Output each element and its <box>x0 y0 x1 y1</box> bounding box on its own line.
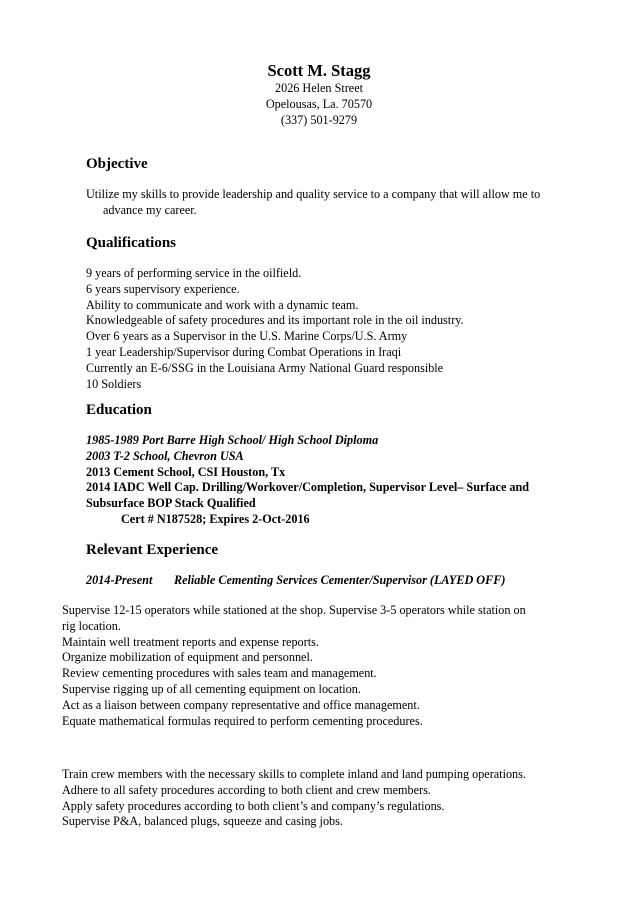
experience-entry <box>86 573 556 589</box>
duty-item: Review cementing procedures with sales team and management. <box>62 666 377 681</box>
objective-section <box>86 155 556 219</box>
address-street: 2026 Helen Street <box>275 81 363 95</box>
experience-date: 2014-Present <box>86 573 153 587</box>
certification-number: Cert # N187528; Expires 2-Oct-2016 <box>121 511 310 526</box>
experience-duties-b <box>62 767 552 830</box>
duty-item: Supervise rigging up of all cementing equipment on location. <box>62 681 361 696</box>
duty-item: Equate mathematical formulas required to perform cementing procedures. <box>62 713 423 728</box>
experience-title: Reliable Cementing Services Cementer/Supervisor (LAYED OFF) <box>174 573 506 587</box>
experience-duties-a <box>62 603 552 729</box>
list-item: Currently an E-6/SSG in the Louisiana Army National Guard responsible <box>86 360 444 375</box>
duty-item: Train crew members with the necessary skills to complete inland and land pumping operations. <box>62 767 526 781</box>
address-city: Opelousas, La. 70570 <box>265 96 373 111</box>
education-list <box>86 433 556 528</box>
duty-item: Adhere to all safety procedures according to both client and crew members. <box>62 782 431 797</box>
education-item: 2013 Cement School, CSI Houston, Tx <box>86 464 286 479</box>
duty-item: Act as a liaison between company representative and office management. <box>62 697 420 712</box>
education-item: 2014 IADC Well Cap. Drilling/Workover/Completion, Supervisor Level– Surface and Subsurface BOP Stack Qualified <box>86 480 530 511</box>
qualifications-list <box>86 266 556 392</box>
experience-heading: Relevant Experience <box>86 542 219 558</box>
objective-heading: Objective <box>86 156 148 172</box>
duty-item: Supervise P&A, balanced plugs, squeeze and casing jobs. <box>62 814 343 829</box>
list-item: Knowledgeable of safety procedures and its important role in the oil industry. <box>86 313 464 328</box>
candidate-name: Scott M. Stagg <box>267 61 371 80</box>
list-item: Ability to communicate and work with a dynamic team. <box>86 297 359 312</box>
phone-number: (337) 501-9279 <box>280 112 358 127</box>
duty-item: Maintain well treatment reports and expense reports. <box>62 634 319 649</box>
duty-item: Apply safety procedures according to both client’s and company’s regulations. <box>62 798 445 813</box>
education-section <box>86 401 556 528</box>
list-item: 9 years of performing service in the oilfield. <box>86 266 302 280</box>
qualifications-section <box>86 234 556 392</box>
duty-item: Supervise 12-15 operators while stationed at the shop. Supervise 3-5 operators while station on rig location. <box>62 603 526 633</box>
experience-section <box>86 541 556 589</box>
list-item: 6 years supervisory experience. <box>86 281 240 296</box>
qualifications-heading: Qualifications <box>86 235 177 251</box>
education-heading: Education <box>86 402 152 418</box>
resume-header <box>0 61 638 128</box>
education-item: 2003 T-2 School, Chevron USA <box>86 448 244 463</box>
list-item: Over 6 years as a Supervisor in the U.S. Marine Corps/U.S. Army <box>86 329 408 344</box>
objective-text: Utilize my skills to provide leadership and quality service to a company that will allow me to advance my career. <box>86 187 541 217</box>
duty-item: Organize mobilization of equipment and personnel. <box>62 650 313 665</box>
list-item: 10 Soldiers <box>86 376 142 391</box>
list-item: 1 year Leadership/Supervisor during Combat Operations in Iraqi <box>86 344 402 359</box>
education-item: 1985-1989 Port Barre High School/ High School Diploma <box>86 433 379 447</box>
